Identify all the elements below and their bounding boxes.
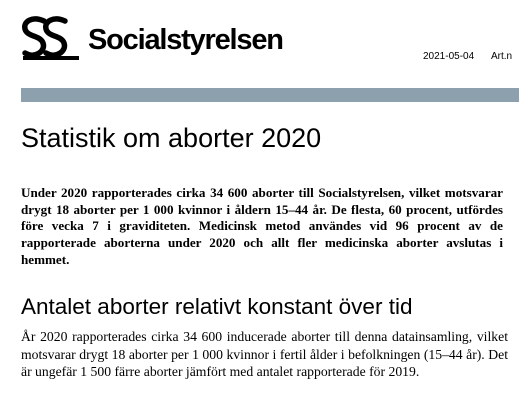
article-number: Art.n <box>491 51 513 62</box>
body-paragraph: År 2020 rapporterades cirka 34 600 inducerade aborter till denna datainsamling, vilket motsvarar drygt 18 aborter per 1 000 kvinnor i fertil ålder i befolkningen (15–44 år). Det är ungefär 1 500 färre aborter jämfört med antalet rapporterade för 2019. <box>21 329 508 380</box>
publication-date: 2021-05-04 <box>423 51 475 62</box>
lead-paragraph: Under 2020 rapporterades cirka 34 600 aborter till Socialstyrelsen, vilket motsvarar drygt 18 aborter per 1 000 kvinnor i åldern 15–44 år. De flesta, 60 procent, utfördes före vecka 7 i graviditeten. Medicinsk metod användes vid 96 procent av de rapporterade aborterna under 2020 och allt fler medicinska aborter avslutas i hemmet. <box>21 185 503 267</box>
document-header <box>0 0 519 88</box>
header-divider-bar <box>21 88 519 102</box>
socialstyrelsen-logo-icon <box>20 14 82 62</box>
page-title: Statistik om aborter 2020 <box>21 123 322 153</box>
section-heading: Antalet aborter relativt konstant över tid <box>21 294 413 319</box>
logo-wordmark: Socialstyrelsen <box>88 24 283 56</box>
